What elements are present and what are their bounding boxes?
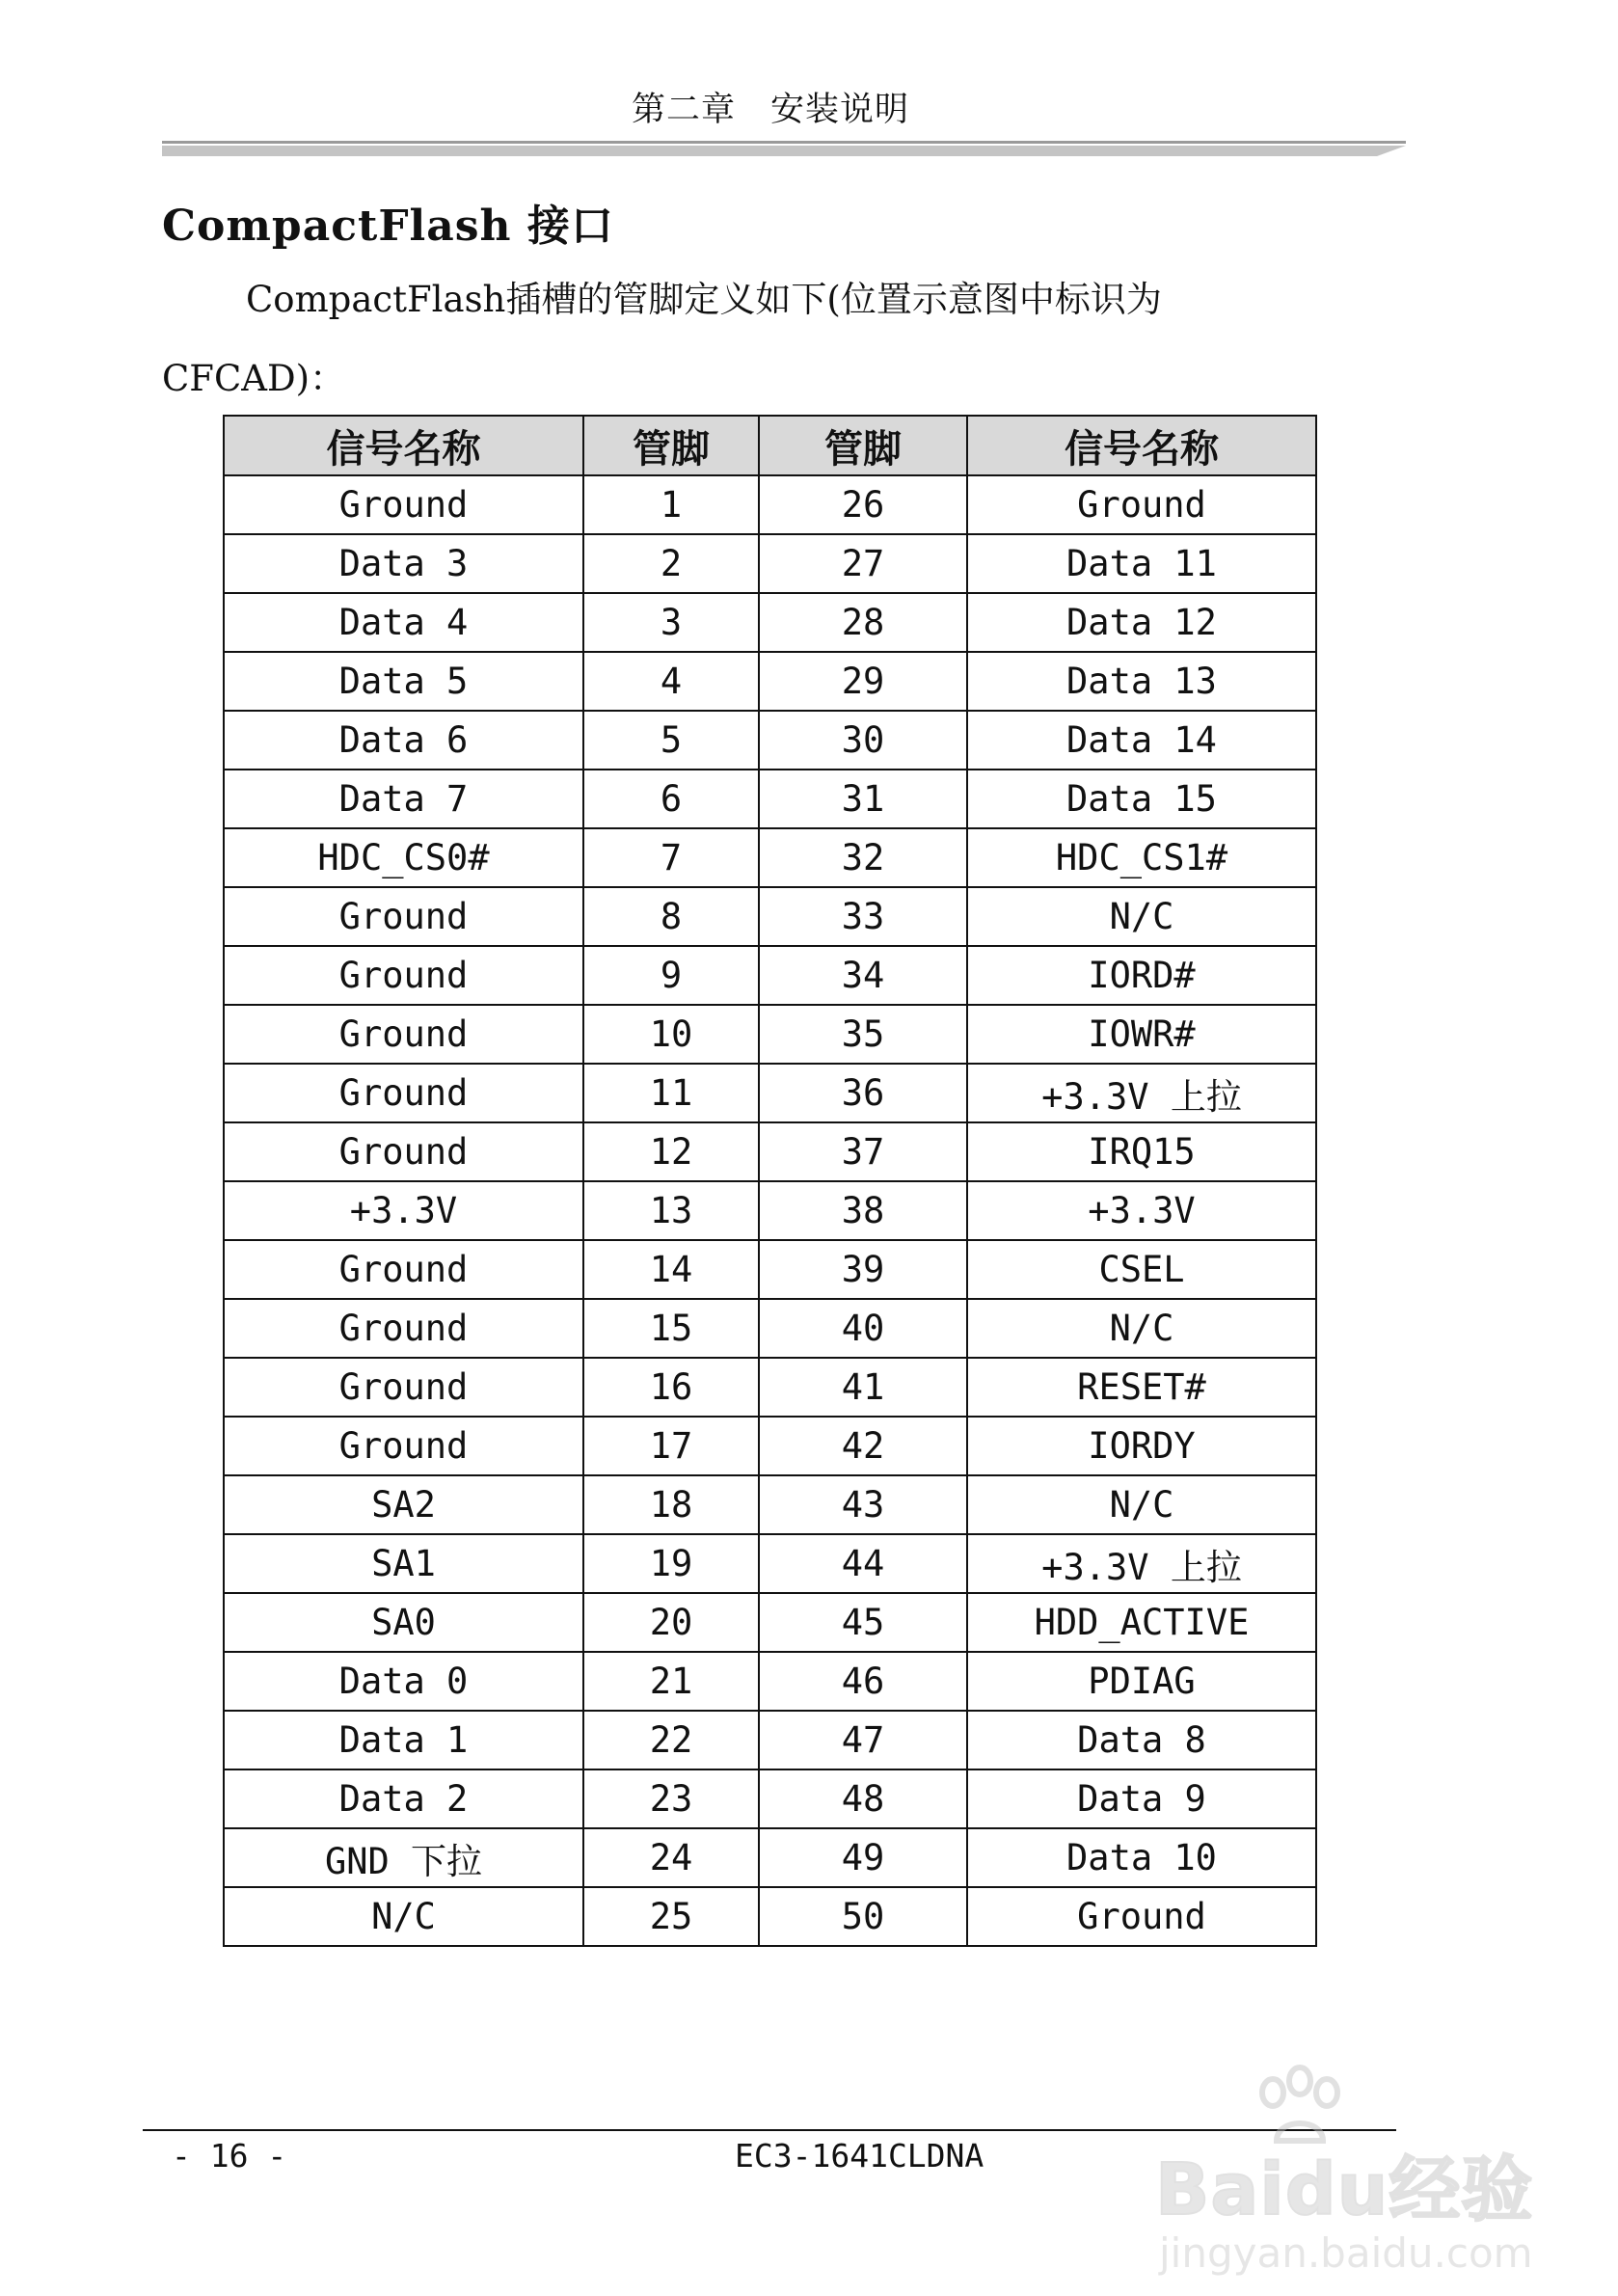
signal-name-right: +3.3V 上拉 xyxy=(967,1064,1316,1122)
pin-left: 16 xyxy=(583,1358,759,1417)
pin-left: 6 xyxy=(583,770,759,828)
signal-name-right: N/C xyxy=(967,1299,1316,1358)
signal-name-right: N/C xyxy=(967,1475,1316,1534)
watermark-url: jingyan.baidu.com xyxy=(1159,2229,1533,2277)
pin-right: 42 xyxy=(759,1417,967,1475)
pin-left: 11 xyxy=(583,1064,759,1122)
pin-left: 12 xyxy=(583,1122,759,1181)
page-number: - 16 - xyxy=(172,2137,287,2174)
signal-name-right: Data 15 xyxy=(967,770,1316,828)
table-row xyxy=(224,652,1316,711)
table-row xyxy=(224,593,1316,652)
table-row xyxy=(224,1652,1316,1711)
pin-right: 37 xyxy=(759,1122,967,1181)
pin-right: 33 xyxy=(759,887,967,946)
pin-left: 20 xyxy=(583,1593,759,1652)
chapter-header: 第二章 安装说明 xyxy=(631,91,909,129)
table-header-row xyxy=(224,416,1316,475)
pin-right: 34 xyxy=(759,946,967,1005)
pin-right: 40 xyxy=(759,1299,967,1358)
signal-name-right: Data 12 xyxy=(967,593,1316,652)
signal-name-left: Data 3 xyxy=(224,534,583,593)
pin-left: 24 xyxy=(583,1828,759,1887)
pin-left: 8 xyxy=(583,887,759,946)
pin-left: 23 xyxy=(583,1769,759,1828)
signal-name-left: N/C xyxy=(224,1887,583,1946)
signal-name-left: GND 下拉 xyxy=(224,1828,583,1887)
signal-name-right: IORDY xyxy=(967,1417,1316,1475)
signal-name-left: Ground xyxy=(224,1417,583,1475)
pin-left: 13 xyxy=(583,1181,759,1240)
pin-left: 10 xyxy=(583,1005,759,1064)
signal-name-right: IORD# xyxy=(967,946,1316,1005)
table-row xyxy=(224,1593,1316,1652)
pin-right: 47 xyxy=(759,1711,967,1769)
signal-name-right: RESET# xyxy=(967,1358,1316,1417)
pin-left: 7 xyxy=(583,828,759,887)
signal-name-left: SA0 xyxy=(224,1593,583,1652)
watermark-brand: Baidu经验 xyxy=(1155,2148,1534,2231)
table-row xyxy=(224,534,1316,593)
header-signal-name-right: 信号名称 xyxy=(967,416,1316,475)
pin-right: 50 xyxy=(759,1887,967,1946)
signal-name-right: Data 13 xyxy=(967,652,1316,711)
signal-name-left: Data 7 xyxy=(224,770,583,828)
signal-name-right: Data 9 xyxy=(967,1769,1316,1828)
table-row xyxy=(224,1534,1316,1593)
signal-name-left: Data 1 xyxy=(224,1711,583,1769)
signal-name-right: HDC_CS1# xyxy=(967,828,1316,887)
pin-left: 1 xyxy=(583,475,759,534)
watermark xyxy=(1155,2064,1541,2285)
header-rule xyxy=(162,141,1406,156)
pin-left: 25 xyxy=(583,1887,759,1946)
pin-left: 2 xyxy=(583,534,759,593)
signal-name-left: Ground xyxy=(224,1240,583,1299)
signal-name-right: +3.3V xyxy=(967,1181,1316,1240)
table-row xyxy=(224,770,1316,828)
signal-name-right: CSEL xyxy=(967,1240,1316,1299)
pin-right: 30 xyxy=(759,711,967,770)
intro-text-line2: CFCAD)： xyxy=(162,358,346,399)
signal-name-left: Ground xyxy=(224,1299,583,1358)
pin-right: 29 xyxy=(759,652,967,711)
pin-right: 38 xyxy=(759,1181,967,1240)
pin-left: 17 xyxy=(583,1417,759,1475)
signal-name-left: Ground xyxy=(224,946,583,1005)
signal-name-right: PDIAG xyxy=(967,1652,1316,1711)
pin-left: 19 xyxy=(583,1534,759,1593)
signal-name-left: Ground xyxy=(224,1064,583,1122)
table-row xyxy=(224,1417,1316,1475)
signal-name-right: N/C xyxy=(967,887,1316,946)
table-body xyxy=(224,475,1316,1946)
pin-right: 43 xyxy=(759,1475,967,1534)
table-row xyxy=(224,1181,1316,1240)
table-row xyxy=(224,475,1316,534)
table-row xyxy=(224,1240,1316,1299)
signal-name-left: Data 4 xyxy=(224,593,583,652)
pin-left: 21 xyxy=(583,1652,759,1711)
pin-right: 48 xyxy=(759,1769,967,1828)
signal-name-right: Data 10 xyxy=(967,1828,1316,1887)
pin-left: 3 xyxy=(583,593,759,652)
signal-name-left: +3.3V xyxy=(224,1181,583,1240)
pin-right: 46 xyxy=(759,1652,967,1711)
signal-name-left: Data 6 xyxy=(224,711,583,770)
signal-name-left: Ground xyxy=(224,1358,583,1417)
signal-name-right: +3.3V 上拉 xyxy=(967,1534,1316,1593)
signal-name-right: HDD_ACTIVE xyxy=(967,1593,1316,1652)
pin-right: 39 xyxy=(759,1240,967,1299)
model-number: EC3-1641CLDNA xyxy=(735,2137,984,2174)
table-row xyxy=(224,887,1316,946)
signal-name-right: Data 14 xyxy=(967,711,1316,770)
table-row xyxy=(224,1769,1316,1828)
signal-name-right: IOWR# xyxy=(967,1005,1316,1064)
pin-left: 22 xyxy=(583,1711,759,1769)
table-row xyxy=(224,1828,1316,1887)
pin-left: 9 xyxy=(583,946,759,1005)
pin-left: 15 xyxy=(583,1299,759,1358)
pin-right: 28 xyxy=(759,593,967,652)
signal-name-right: Data 11 xyxy=(967,534,1316,593)
pin-left: 14 xyxy=(583,1240,759,1299)
signal-name-left: Ground xyxy=(224,887,583,946)
signal-name-right: Ground xyxy=(967,1887,1316,1946)
header-signal-name-left: 信号名称 xyxy=(224,416,583,475)
signal-name-left: Ground xyxy=(224,475,583,534)
table-row xyxy=(224,946,1316,1005)
pin-left: 4 xyxy=(583,652,759,711)
pin-right: 45 xyxy=(759,1593,967,1652)
signal-name-left: Ground xyxy=(224,1005,583,1064)
header-pin-right: 管脚 xyxy=(759,416,967,475)
signal-name-left: Data 2 xyxy=(224,1769,583,1828)
signal-name-right: IRQ15 xyxy=(967,1122,1316,1181)
pin-definition-table xyxy=(223,415,1317,1947)
pin-right: 36 xyxy=(759,1064,967,1122)
pin-right: 27 xyxy=(759,534,967,593)
table-row xyxy=(224,1299,1316,1358)
signal-name-left: SA2 xyxy=(224,1475,583,1534)
pin-left: 18 xyxy=(583,1475,759,1534)
signal-name-left: Data 0 xyxy=(224,1652,583,1711)
table-row xyxy=(224,1122,1316,1181)
section-title: CompactFlash 接口 xyxy=(162,202,614,251)
pin-right: 31 xyxy=(759,770,967,828)
intro-text-line1: CompactFlash插槽的管脚定义如下(位置示意图中标识为 xyxy=(246,279,1162,320)
signal-name-left: SA1 xyxy=(224,1534,583,1593)
header-pin-left: 管脚 xyxy=(583,416,759,475)
table-row xyxy=(224,828,1316,887)
pin-right: 32 xyxy=(759,828,967,887)
table-row xyxy=(224,1475,1316,1534)
table-row xyxy=(224,1064,1316,1122)
signal-name-left: Data 5 xyxy=(224,652,583,711)
signal-name-right: Data 8 xyxy=(967,1711,1316,1769)
table-row xyxy=(224,1887,1316,1946)
table-row xyxy=(224,1711,1316,1769)
pin-left: 5 xyxy=(583,711,759,770)
table-row xyxy=(224,1005,1316,1064)
table-row xyxy=(224,1358,1316,1417)
signal-name-left: HDC_CS0# xyxy=(224,828,583,887)
pin-right: 35 xyxy=(759,1005,967,1064)
pin-right: 49 xyxy=(759,1828,967,1887)
table-row xyxy=(224,711,1316,770)
pin-right: 44 xyxy=(759,1534,967,1593)
pin-right: 26 xyxy=(759,475,967,534)
signal-name-right: Ground xyxy=(967,475,1316,534)
pin-right: 41 xyxy=(759,1358,967,1417)
signal-name-left: Ground xyxy=(224,1122,583,1181)
